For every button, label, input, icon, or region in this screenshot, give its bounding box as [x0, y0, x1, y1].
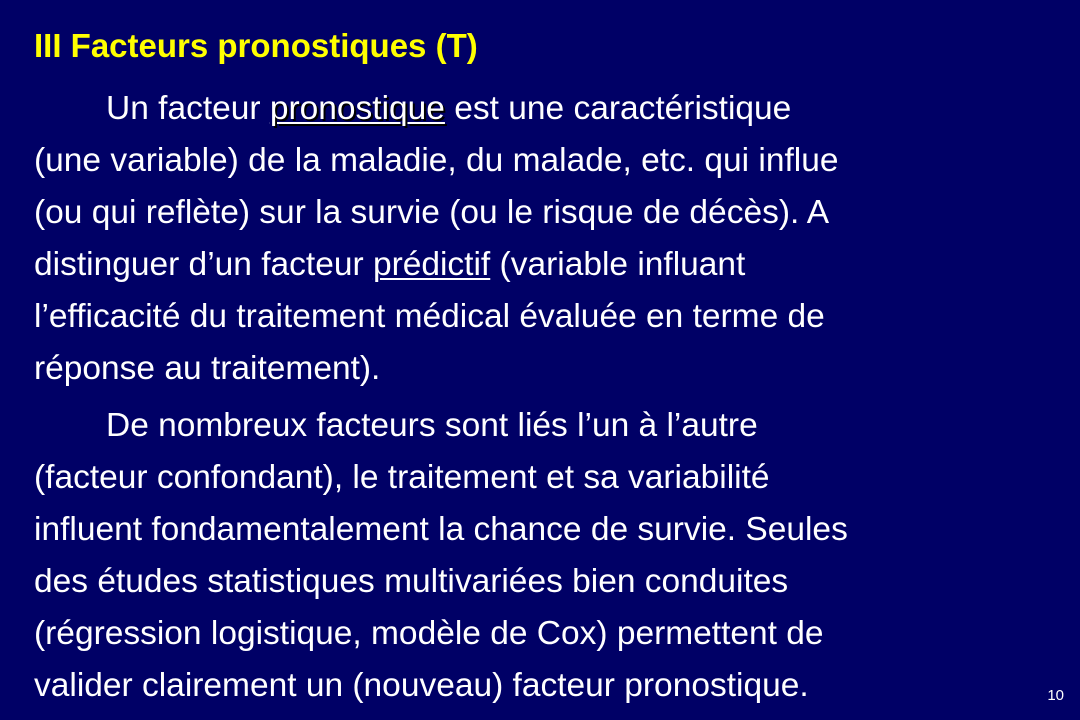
text-fragment: (variable influant [490, 246, 746, 283]
paragraph-line: (ou qui reflète) sur la survie (ou le risque de décès). A [34, 194, 830, 231]
paragraph-definition [34, 83, 1074, 395]
text-fragment: Un facteur [106, 90, 270, 127]
page-number: 10 [1047, 687, 1064, 704]
term-pronostique: pronostique [269, 90, 445, 127]
paragraph-confounding [34, 400, 1074, 712]
text-fragment: distinguer d’un facteur [34, 246, 373, 283]
paragraph-line: l’efficacité du traitement médical évaluée en terme de [34, 298, 825, 335]
paragraph-line: (une variable) de la maladie, du malade, etc. qui influe [34, 142, 839, 179]
paragraph-line [34, 83, 1074, 135]
paragraph-line: influent fondamentalement la chance de survie. Seules [34, 511, 848, 548]
paragraph-line [34, 239, 1074, 291]
paragraph-line: des études statistiques multivariées bien conduites [34, 563, 789, 600]
paragraph-line: valider clairement un (nouveau) facteur pronostique. [34, 667, 809, 704]
paragraph-line: (régression logistique, modèle de Cox) permettent de [34, 615, 824, 652]
paragraph-line: De nombreux facteurs sont liés l’un à l’autre [106, 407, 758, 444]
paragraph-line: (facteur confondant), le traitement et sa variabilité [34, 459, 770, 496]
paragraph-line: réponse au traitement). [34, 350, 381, 387]
text-fragment: est une caractéristique [444, 90, 792, 127]
term-predictif: prédictif [372, 246, 491, 283]
slide-title: III Facteurs pronostiques (T) [34, 27, 478, 64]
